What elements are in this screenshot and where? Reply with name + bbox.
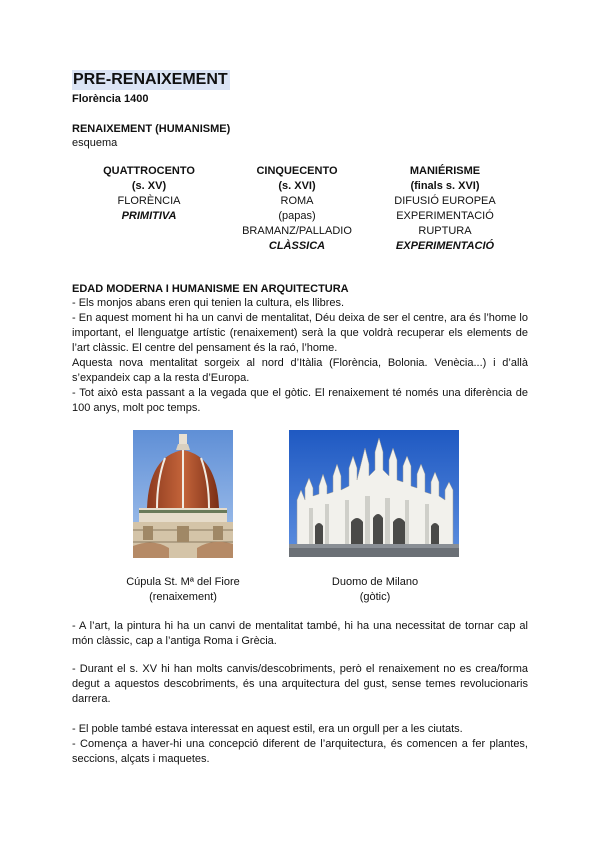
column-manierisme [370,164,520,254]
column-style: EXPERIMENTACIÓ [395,240,495,252]
column-period: (s. XV) [131,180,167,192]
caption-line: Duomo de Milano [331,576,419,588]
paragraph-concepcio: - Comença a haver-hi una concepció diferent de l’arquitectura, és comencen a fer plantes, seccions, alçats i maquetes. [72,738,528,765]
column-name: QUATTROCENTO [103,165,195,177]
section-body [72,296,528,416]
column-name: CINQUECENTO [256,165,338,177]
column-line: RUPTURA [418,225,472,237]
column-period: (s. XVI) [278,180,316,192]
paragraph: - Tot això esta passant a la vegada que el gòtic. El renaixement té només una diferència de 100 anys, molt poc temps. [72,387,528,414]
caption-line: (renaixement) [149,591,217,603]
paragraph: Aquesta nova mentalitat sorgeix al nord d’Itàlia (Florència, Bolonia. Venècia...) i d’allà s’expandeix cap a la resta d’Europa. [72,357,528,384]
column-line: DIFUSIÓ EUROPEA [394,195,496,207]
column-quattrocento [74,164,224,224]
paragraph-art: - A l’art, la pintura hi ha un canvi de mentalitat també, hi ha una necessitat de tornar cap al món clàssic, cap a l’antiga Roma i Grècia. [72,620,528,647]
section-heading-renaixement: RENAIXEMENT (HUMANISME) [72,123,231,135]
paragraph-poble: - El poble també estava interessat en aquest estil, era un orgull per a les ciutats. [72,723,463,735]
caption-line: (gòtic) [359,591,391,603]
column-style: CLÀSSICA [268,240,326,252]
paragraph: - Els monjos abans eren qui tenien la cultura, els llibres. [72,297,345,309]
image-caption-dome [100,575,266,605]
column-name: MANIÉRISME [409,165,481,177]
column-line: ROMA [280,195,314,207]
column-cinquecento [222,164,372,254]
image-caption-duomo [290,575,460,605]
column-line: EXPERIMENTACIÓ [396,210,494,222]
column-line: BRAMANZ/PALLADIO [242,225,352,237]
caption-line: Cúpula St. Mª del Fiore [126,576,240,588]
section-heading-edad-moderna: EDAD MODERNA I HUMANISME EN ARQUITECTURA [72,283,349,295]
column-style: PRIMITIVA [121,210,177,222]
paragraph: - En aquest moment hi ha un canvi de mentalitat, Déu deixa de ser el centre, ara és l’home lo important, el llenguatge artístic (renaixement) serà la que voldrà recuperar els elements de l’art clàssic. El centre del pensament és la raó, l’home. [72,312,528,354]
page-subtitle: Florència 1400 [72,93,149,105]
cathedral-photo-icon [289,430,459,557]
dome-photo-icon [133,430,233,558]
column-line: FLORÈNCIA [117,195,181,207]
column-line: (papas) [278,210,316,222]
column-period: (finals s. XVI) [410,180,480,192]
page-title: PRE-RENAIXEMENT [73,71,228,88]
paragraph-segle-xv: - Durant el s. XV hi han molts canvis/descobriments, però el renaixement no es crea/forma degut a aquestos descobriments, és una arquitectura del gust, sense temes revolucionaris darrera. [72,663,528,705]
section-subheading: esquema [72,137,118,149]
